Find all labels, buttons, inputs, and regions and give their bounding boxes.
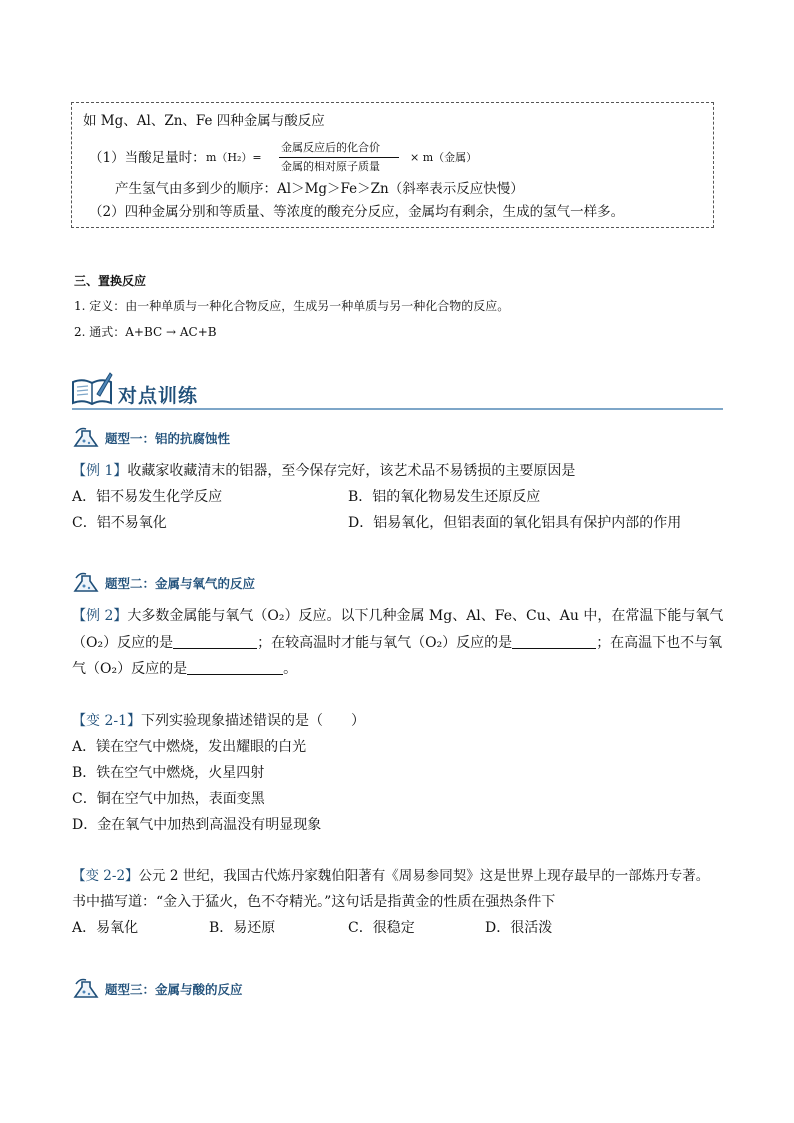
type3-title: 题型三：金属与酸的反应 bbox=[105, 982, 243, 997]
example2-line3 bbox=[72, 659, 297, 679]
example2-line1 bbox=[72, 606, 723, 626]
example2-tag: 【例 2】 bbox=[72, 608, 128, 624]
example1-option-b[interactable]: B．铝的氧化物易发生还原反应 bbox=[348, 489, 541, 505]
section3-item2: 2. 通式：A+BC → AC+B bbox=[74, 325, 217, 339]
example1-option-c[interactable]: C．铝不易氧化 bbox=[72, 515, 167, 531]
variant22-option-d[interactable]: D．很活泼 bbox=[485, 920, 553, 936]
type2-title: 题型二：金属与氧气的反应 bbox=[105, 576, 256, 591]
formula-lhs: m（H₂）= bbox=[206, 151, 262, 164]
section3-item1: 1. 定义：由一种单质与一种化合物反应，生成另一种单质与另一种化合物的反应。 bbox=[74, 299, 510, 313]
example1-option-a[interactable]: A．铝不易发生化学反应 bbox=[72, 489, 223, 505]
order-text: 产生氢气由多到少的顺序：Al＞Mg＞Fe＞Zn（斜率表示反应快慢） bbox=[115, 181, 524, 197]
example1-text: 收藏家收藏清末的铝器，至今保存完好，该艺术品不易锈损的主要原因是 bbox=[127, 463, 576, 479]
banner-title: 对点训练 bbox=[118, 385, 199, 407]
variant22-line2: 书中描写道：“金入于猛火，色不夺精光。”这句话是指黄金的性质在强热条件下 bbox=[72, 894, 556, 910]
flask-icon bbox=[72, 425, 100, 449]
example2-line2 bbox=[72, 633, 722, 653]
variant22-option-b[interactable]: B．易还原 bbox=[209, 920, 276, 936]
variant21-tag: 【变 2-1】 bbox=[72, 713, 141, 729]
case2-text: （2）四种金属分别和等质量、等浓度的酸充分反应，金属均有剩余，生成的氢气一样多。 bbox=[89, 204, 625, 220]
variant21-option-a[interactable]: A．镁在空气中燃烧，发出耀眼的白光 bbox=[72, 739, 307, 755]
variant22-tag: 【变 2-2】 bbox=[72, 868, 139, 884]
example1-tag: 【例 1】 bbox=[72, 463, 128, 479]
variant21-option-d[interactable]: D．金在氧气中加热到高温没有明显现象 bbox=[72, 817, 322, 833]
variant22-option-a[interactable]: A．易氧化 bbox=[72, 920, 139, 936]
case1-label: （1）当酸足量时： bbox=[89, 150, 206, 166]
section3-heading: 三、置换反应 bbox=[74, 274, 147, 288]
variant21-option-b[interactable]: B．铁在空气中燃烧，火星四射 bbox=[72, 765, 265, 781]
example2-text2a: （O₂）反应的是 bbox=[72, 635, 174, 651]
formula-rhs: × m（金属） bbox=[410, 151, 478, 164]
book-quill-icon bbox=[70, 370, 114, 408]
fraction-bar bbox=[279, 157, 399, 158]
example2-text3b: 。 bbox=[283, 661, 298, 677]
example1-stem bbox=[72, 461, 575, 481]
answer-blank-2[interactable] bbox=[512, 634, 596, 649]
flask-icon bbox=[72, 976, 100, 1000]
box-intro: 如 Mg、Al、Zn、Fe 四种金属与酸反应 bbox=[83, 113, 325, 129]
example2-text2b: ；在较高温时才能与氧气（O₂）反应的是 bbox=[257, 635, 513, 651]
variant21-stem bbox=[72, 711, 365, 731]
flask-icon bbox=[72, 570, 100, 594]
answer-blank-3[interactable] bbox=[187, 660, 283, 675]
fraction-numerator: 金属反应后的化合价 bbox=[281, 141, 380, 154]
example2-text1: 大多数金属能与氧气（O₂）反应。以下几种金属 Mg、Al、Fe、Cu、Au 中，在常温下能与氧气 bbox=[127, 608, 724, 624]
variant21-text: 下列实验现象描述错误的是（ ） bbox=[141, 713, 365, 729]
type1-title: 题型一：铝的抗腐蚀性 bbox=[105, 431, 231, 446]
variant22-text1: 公元 2 世纪，我国古代炼丹家魏伯阳著有《周易参同契》这是世界上现存最早的一部炼丹专著。 bbox=[138, 868, 710, 884]
example2-text3a: 气（O₂）反应的是 bbox=[72, 661, 188, 677]
banner-underline bbox=[72, 408, 723, 410]
fraction-denominator: 金属的相对原子质量 bbox=[281, 160, 380, 173]
variant21-option-c[interactable]: C．铜在空气中加热，表面变黑 bbox=[72, 791, 265, 807]
example1-option-d[interactable]: D．铝易氧化，但铝表面的氧化铝具有保护内部的作用 bbox=[348, 515, 682, 531]
variant22-line1 bbox=[72, 866, 709, 886]
variant22-option-c[interactable]: C．很稳定 bbox=[348, 920, 415, 936]
example2-text2c: ；在高温下也不与氧 bbox=[596, 635, 723, 651]
answer-blank-1[interactable] bbox=[173, 634, 257, 649]
